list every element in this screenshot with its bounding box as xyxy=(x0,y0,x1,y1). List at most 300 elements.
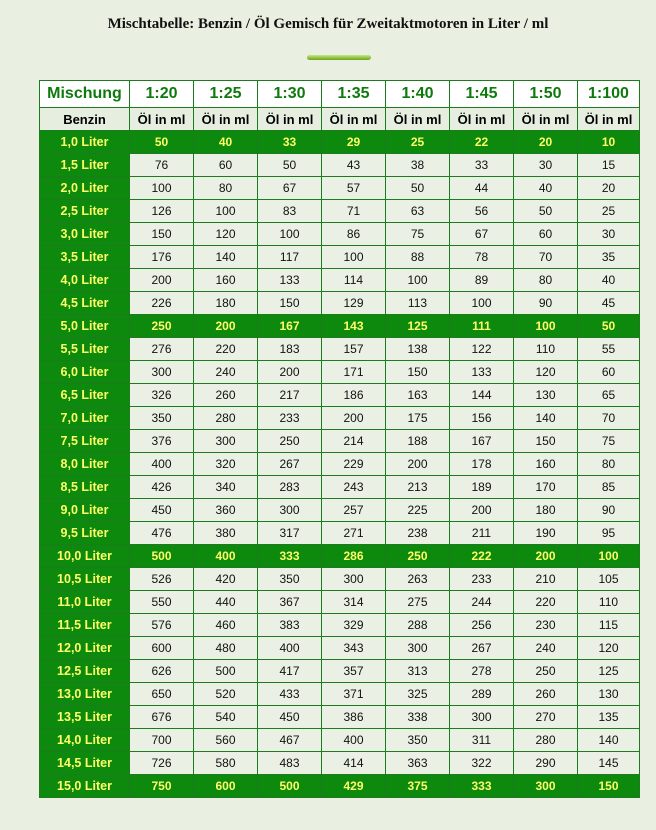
fuel-amount-cell: 12,5 Liter xyxy=(40,660,130,683)
table-row xyxy=(40,407,640,430)
oil-amount-cell: 160 xyxy=(194,269,258,292)
table-row xyxy=(40,706,640,729)
ratio-header-cell: 1:45 xyxy=(450,81,514,108)
oil-amount-cell: 333 xyxy=(258,545,322,568)
oil-amount-cell: 45 xyxy=(578,292,640,315)
oil-amount-cell: 222 xyxy=(450,545,514,568)
oil-amount-cell: 350 xyxy=(258,568,322,591)
oil-amount-cell: 520 xyxy=(194,683,258,706)
table-row xyxy=(40,522,640,545)
oil-amount-cell: 476 xyxy=(130,522,194,545)
oil-amount-cell: 100 xyxy=(194,200,258,223)
fuel-amount-cell: 6,5 Liter xyxy=(40,384,130,407)
oil-amount-cell: 80 xyxy=(194,177,258,200)
oil-amount-cell: 300 xyxy=(194,430,258,453)
oil-amount-cell: 340 xyxy=(194,476,258,499)
oil-amount-cell: 189 xyxy=(450,476,514,499)
oil-amount-cell: 114 xyxy=(322,269,386,292)
oil-amount-cell: 480 xyxy=(194,637,258,660)
oil-amount-cell: 300 xyxy=(514,775,578,798)
oil-amount-cell: 257 xyxy=(322,499,386,522)
oil-amount-cell: 50 xyxy=(258,154,322,177)
oil-amount-cell: 600 xyxy=(194,775,258,798)
oil-amount-cell: 271 xyxy=(322,522,386,545)
oil-amount-cell: 450 xyxy=(130,499,194,522)
oil-amount-cell: 433 xyxy=(258,683,322,706)
oil-amount-cell: 10 xyxy=(578,131,640,154)
oil-amount-cell: 29 xyxy=(322,131,386,154)
oil-amount-cell: 626 xyxy=(130,660,194,683)
oil-amount-cell: 500 xyxy=(258,775,322,798)
fuel-amount-cell: 10,5 Liter xyxy=(40,568,130,591)
oil-amount-cell: 250 xyxy=(258,430,322,453)
oil-amount-cell: 240 xyxy=(194,361,258,384)
oil-amount-cell: 56 xyxy=(450,200,514,223)
fuel-amount-cell: 11,0 Liter xyxy=(40,591,130,614)
oil-amount-cell: 89 xyxy=(450,269,514,292)
oil-amount-cell: 150 xyxy=(258,292,322,315)
oil-amount-cell: 650 xyxy=(130,683,194,706)
oil-amount-cell: 90 xyxy=(578,499,640,522)
oil-amount-cell: 230 xyxy=(514,614,578,637)
oil-amount-cell: 426 xyxy=(130,476,194,499)
oil-amount-cell: 429 xyxy=(322,775,386,798)
table-row xyxy=(40,246,640,269)
oil-amount-cell: 200 xyxy=(130,269,194,292)
oil-amount-cell: 289 xyxy=(450,683,514,706)
fuel-amount-cell: 5,5 Liter xyxy=(40,338,130,361)
table-row xyxy=(40,545,640,568)
oil-amount-cell: 90 xyxy=(514,292,578,315)
fuel-amount-cell: 7,0 Liter xyxy=(40,407,130,430)
oil-amount-cell: 600 xyxy=(130,637,194,660)
oil-amount-cell: 138 xyxy=(386,338,450,361)
oil-amount-cell: 35 xyxy=(578,246,640,269)
oil-amount-cell: 726 xyxy=(130,752,194,775)
oil-amount-cell: 170 xyxy=(514,476,578,499)
oil-amount-cell: 140 xyxy=(578,729,640,752)
oil-amount-cell: 250 xyxy=(386,545,450,568)
oil-amount-cell: 60 xyxy=(514,223,578,246)
oil-amount-cell: 129 xyxy=(322,292,386,315)
oil-amount-cell: 278 xyxy=(450,660,514,683)
mixing-header-cell: Mischung xyxy=(40,81,130,108)
oil-amount-cell: 25 xyxy=(578,200,640,223)
oil-amount-cell: 275 xyxy=(386,591,450,614)
oil-amount-cell: 376 xyxy=(130,430,194,453)
oil-amount-cell: 130 xyxy=(578,683,640,706)
table-row xyxy=(40,614,640,637)
oil-amount-cell: 20 xyxy=(578,177,640,200)
oil-amount-cell: 357 xyxy=(322,660,386,683)
oil-amount-cell: 343 xyxy=(322,637,386,660)
oil-amount-cell: 233 xyxy=(450,568,514,591)
unit-header-cell: Öl in ml xyxy=(258,108,322,131)
oil-amount-cell: 314 xyxy=(322,591,386,614)
oil-amount-cell: 86 xyxy=(322,223,386,246)
oil-amount-cell: 200 xyxy=(194,315,258,338)
table-row xyxy=(40,177,640,200)
table-row xyxy=(40,361,640,384)
fuel-amount-cell: 9,0 Liter xyxy=(40,499,130,522)
oil-amount-cell: 100 xyxy=(514,315,578,338)
oil-amount-cell: 280 xyxy=(514,729,578,752)
oil-amount-cell: 414 xyxy=(322,752,386,775)
ratio-header-cell: 1:25 xyxy=(194,81,258,108)
oil-amount-cell: 250 xyxy=(130,315,194,338)
table-row xyxy=(40,384,640,407)
table-row xyxy=(40,637,640,660)
oil-amount-cell: 130 xyxy=(514,384,578,407)
oil-amount-cell: 95 xyxy=(578,522,640,545)
oil-amount-cell: 200 xyxy=(386,453,450,476)
oil-amount-cell: 100 xyxy=(258,223,322,246)
fuel-amount-cell: 14,5 Liter xyxy=(40,752,130,775)
unit-header-cell: Öl in ml xyxy=(130,108,194,131)
oil-amount-cell: 83 xyxy=(258,200,322,223)
oil-amount-cell: 126 xyxy=(130,200,194,223)
oil-amount-cell: 40 xyxy=(578,269,640,292)
mixing-table xyxy=(39,80,640,798)
oil-amount-cell: 313 xyxy=(386,660,450,683)
table-row xyxy=(40,499,640,522)
oil-amount-cell: 220 xyxy=(194,338,258,361)
oil-amount-cell: 363 xyxy=(386,752,450,775)
ratio-header-cell: 1:30 xyxy=(258,81,322,108)
oil-amount-cell: 260 xyxy=(514,683,578,706)
oil-amount-cell: 143 xyxy=(322,315,386,338)
oil-amount-cell: 120 xyxy=(194,223,258,246)
oil-amount-cell: 375 xyxy=(386,775,450,798)
oil-amount-cell: 500 xyxy=(130,545,194,568)
ratio-header-cell: 1:35 xyxy=(322,81,386,108)
oil-amount-cell: 270 xyxy=(514,706,578,729)
oil-amount-cell: 117 xyxy=(258,246,322,269)
oil-amount-cell: 325 xyxy=(386,683,450,706)
oil-amount-cell: 213 xyxy=(386,476,450,499)
oil-amount-cell: 140 xyxy=(514,407,578,430)
table-row xyxy=(40,154,640,177)
oil-amount-cell: 500 xyxy=(194,660,258,683)
oil-amount-cell: 100 xyxy=(130,177,194,200)
table-row xyxy=(40,430,640,453)
oil-amount-cell: 111 xyxy=(450,315,514,338)
ratio-header-cell: 1:50 xyxy=(514,81,578,108)
page-title: Mischtabelle: Benzin / Öl Gemisch für Zweitaktmotoren in Liter / ml xyxy=(107,16,549,32)
oil-amount-cell: 300 xyxy=(322,568,386,591)
oil-amount-cell: 70 xyxy=(514,246,578,269)
oil-amount-cell: 50 xyxy=(578,315,640,338)
oil-amount-cell: 238 xyxy=(386,522,450,545)
oil-amount-cell: 380 xyxy=(194,522,258,545)
oil-amount-cell: 214 xyxy=(322,430,386,453)
table-row xyxy=(40,476,640,499)
oil-amount-cell: 33 xyxy=(258,131,322,154)
oil-amount-cell: 133 xyxy=(450,361,514,384)
fuel-amount-cell: 6,0 Liter xyxy=(40,361,130,384)
fuel-amount-cell: 11,5 Liter xyxy=(40,614,130,637)
fuel-amount-cell: 7,5 Liter xyxy=(40,430,130,453)
oil-amount-cell: 60 xyxy=(578,361,640,384)
oil-amount-cell: 75 xyxy=(386,223,450,246)
fuel-amount-cell: 4,5 Liter xyxy=(40,292,130,315)
oil-amount-cell: 188 xyxy=(386,430,450,453)
oil-amount-cell: 180 xyxy=(194,292,258,315)
oil-amount-cell: 175 xyxy=(386,407,450,430)
oil-amount-cell: 80 xyxy=(578,453,640,476)
oil-amount-cell: 156 xyxy=(450,407,514,430)
oil-amount-cell: 460 xyxy=(194,614,258,637)
oil-amount-cell: 163 xyxy=(386,384,450,407)
oil-amount-cell: 44 xyxy=(450,177,514,200)
oil-amount-cell: 467 xyxy=(258,729,322,752)
oil-amount-cell: 326 xyxy=(130,384,194,407)
oil-amount-cell: 417 xyxy=(258,660,322,683)
fuel-header-cell: Benzin xyxy=(40,108,130,131)
oil-amount-cell: 240 xyxy=(514,637,578,660)
table-row xyxy=(40,752,640,775)
oil-amount-cell: 322 xyxy=(450,752,514,775)
fuel-amount-cell: 10,0 Liter xyxy=(40,545,130,568)
fuel-amount-cell: 2,0 Liter xyxy=(40,177,130,200)
oil-amount-cell: 144 xyxy=(450,384,514,407)
ratio-header-cell: 1:40 xyxy=(386,81,450,108)
oil-amount-cell: 125 xyxy=(578,660,640,683)
oil-amount-cell: 113 xyxy=(386,292,450,315)
oil-amount-cell: 350 xyxy=(386,729,450,752)
oil-amount-cell: 100 xyxy=(450,292,514,315)
oil-amount-cell: 750 xyxy=(130,775,194,798)
oil-amount-cell: 288 xyxy=(386,614,450,637)
oil-amount-cell: 167 xyxy=(258,315,322,338)
oil-amount-cell: 217 xyxy=(258,384,322,407)
oil-amount-cell: 150 xyxy=(578,775,640,798)
oil-amount-cell: 65 xyxy=(578,384,640,407)
oil-amount-cell: 120 xyxy=(514,361,578,384)
oil-amount-cell: 133 xyxy=(258,269,322,292)
oil-amount-cell: 286 xyxy=(322,545,386,568)
oil-amount-cell: 125 xyxy=(386,315,450,338)
oil-amount-cell: 22 xyxy=(450,131,514,154)
fuel-amount-cell: 8,5 Liter xyxy=(40,476,130,499)
oil-amount-cell: 300 xyxy=(386,637,450,660)
unit-header-row xyxy=(40,108,640,131)
oil-amount-cell: 260 xyxy=(194,384,258,407)
oil-amount-cell: 171 xyxy=(322,361,386,384)
table-row xyxy=(40,591,640,614)
oil-amount-cell: 50 xyxy=(130,131,194,154)
oil-amount-cell: 150 xyxy=(514,430,578,453)
oil-amount-cell: 329 xyxy=(322,614,386,637)
unit-header-cell: Öl in ml xyxy=(386,108,450,131)
oil-amount-cell: 176 xyxy=(130,246,194,269)
unit-header-cell: Öl in ml xyxy=(194,108,258,131)
oil-amount-cell: 33 xyxy=(450,154,514,177)
oil-amount-cell: 186 xyxy=(322,384,386,407)
oil-amount-cell: 540 xyxy=(194,706,258,729)
oil-amount-cell: 210 xyxy=(514,568,578,591)
oil-amount-cell: 38 xyxy=(386,154,450,177)
title-underline-bar xyxy=(307,55,371,60)
oil-amount-cell: 110 xyxy=(578,591,640,614)
oil-amount-cell: 200 xyxy=(258,361,322,384)
oil-amount-cell: 400 xyxy=(194,545,258,568)
fuel-amount-cell: 2,5 Liter xyxy=(40,200,130,223)
table-row xyxy=(40,292,640,315)
table-row xyxy=(40,338,640,361)
oil-amount-cell: 420 xyxy=(194,568,258,591)
table-row xyxy=(40,729,640,752)
oil-amount-cell: 256 xyxy=(450,614,514,637)
unit-header-cell: Öl in ml xyxy=(578,108,640,131)
ratio-header-cell: 1:20 xyxy=(130,81,194,108)
unit-header-cell: Öl in ml xyxy=(450,108,514,131)
oil-amount-cell: 190 xyxy=(514,522,578,545)
fuel-amount-cell: 13,5 Liter xyxy=(40,706,130,729)
oil-amount-cell: 386 xyxy=(322,706,386,729)
oil-amount-cell: 60 xyxy=(194,154,258,177)
table-row xyxy=(40,131,640,154)
oil-amount-cell: 15 xyxy=(578,154,640,177)
oil-amount-cell: 40 xyxy=(514,177,578,200)
oil-amount-cell: 30 xyxy=(578,223,640,246)
fuel-amount-cell: 5,0 Liter xyxy=(40,315,130,338)
oil-amount-cell: 220 xyxy=(514,591,578,614)
oil-amount-cell: 50 xyxy=(386,177,450,200)
oil-amount-cell: 267 xyxy=(258,453,322,476)
ratio-header-cell: 1:100 xyxy=(578,81,640,108)
oil-amount-cell: 400 xyxy=(130,453,194,476)
oil-amount-cell: 178 xyxy=(450,453,514,476)
oil-amount-cell: 57 xyxy=(322,177,386,200)
oil-amount-cell: 157 xyxy=(322,338,386,361)
oil-amount-cell: 25 xyxy=(386,131,450,154)
oil-amount-cell: 263 xyxy=(386,568,450,591)
fuel-amount-cell: 3,0 Liter xyxy=(40,223,130,246)
oil-amount-cell: 400 xyxy=(322,729,386,752)
table-row xyxy=(40,315,640,338)
oil-amount-cell: 280 xyxy=(194,407,258,430)
oil-amount-cell: 40 xyxy=(194,131,258,154)
oil-amount-cell: 267 xyxy=(450,637,514,660)
oil-amount-cell: 88 xyxy=(386,246,450,269)
oil-amount-cell: 333 xyxy=(450,775,514,798)
fuel-amount-cell: 14,0 Liter xyxy=(40,729,130,752)
oil-amount-cell: 110 xyxy=(514,338,578,361)
oil-amount-cell: 450 xyxy=(258,706,322,729)
oil-amount-cell: 400 xyxy=(258,637,322,660)
oil-amount-cell: 20 xyxy=(514,131,578,154)
fuel-amount-cell: 12,0 Liter xyxy=(40,637,130,660)
oil-amount-cell: 244 xyxy=(450,591,514,614)
fuel-amount-cell: 3,5 Liter xyxy=(40,246,130,269)
oil-amount-cell: 300 xyxy=(130,361,194,384)
oil-amount-cell: 100 xyxy=(578,545,640,568)
table-row xyxy=(40,660,640,683)
fuel-amount-cell: 1,0 Liter xyxy=(40,131,130,154)
oil-amount-cell: 483 xyxy=(258,752,322,775)
oil-amount-cell: 226 xyxy=(130,292,194,315)
oil-amount-cell: 317 xyxy=(258,522,322,545)
table-row xyxy=(40,223,640,246)
oil-amount-cell: 63 xyxy=(386,200,450,223)
ratio-header-row xyxy=(40,81,640,108)
oil-amount-cell: 200 xyxy=(514,545,578,568)
oil-amount-cell: 350 xyxy=(130,407,194,430)
oil-amount-cell: 229 xyxy=(322,453,386,476)
oil-amount-cell: 115 xyxy=(578,614,640,637)
oil-amount-cell: 145 xyxy=(578,752,640,775)
oil-amount-cell: 550 xyxy=(130,591,194,614)
table-row xyxy=(40,200,640,223)
oil-amount-cell: 290 xyxy=(514,752,578,775)
oil-amount-cell: 560 xyxy=(194,729,258,752)
fuel-amount-cell: 4,0 Liter xyxy=(40,269,130,292)
table-body xyxy=(40,131,640,798)
oil-amount-cell: 100 xyxy=(386,269,450,292)
oil-amount-cell: 76 xyxy=(130,154,194,177)
oil-amount-cell: 225 xyxy=(386,499,450,522)
oil-amount-cell: 383 xyxy=(258,614,322,637)
fuel-amount-cell: 1,5 Liter xyxy=(40,154,130,177)
oil-amount-cell: 140 xyxy=(194,246,258,269)
oil-amount-cell: 250 xyxy=(514,660,578,683)
fuel-amount-cell: 15,0 Liter xyxy=(40,775,130,798)
oil-amount-cell: 150 xyxy=(130,223,194,246)
oil-amount-cell: 233 xyxy=(258,407,322,430)
table-row xyxy=(40,775,640,798)
oil-amount-cell: 300 xyxy=(258,499,322,522)
oil-amount-cell: 200 xyxy=(322,407,386,430)
unit-header-cell: Öl in ml xyxy=(514,108,578,131)
oil-amount-cell: 100 xyxy=(322,246,386,269)
oil-amount-cell: 85 xyxy=(578,476,640,499)
oil-amount-cell: 55 xyxy=(578,338,640,361)
oil-amount-cell: 211 xyxy=(450,522,514,545)
oil-amount-cell: 283 xyxy=(258,476,322,499)
oil-amount-cell: 576 xyxy=(130,614,194,637)
oil-amount-cell: 320 xyxy=(194,453,258,476)
oil-amount-cell: 75 xyxy=(578,430,640,453)
oil-amount-cell: 167 xyxy=(450,430,514,453)
oil-amount-cell: 67 xyxy=(258,177,322,200)
oil-amount-cell: 300 xyxy=(450,706,514,729)
fuel-amount-cell: 9,5 Liter xyxy=(40,522,130,545)
oil-amount-cell: 311 xyxy=(450,729,514,752)
oil-amount-cell: 440 xyxy=(194,591,258,614)
oil-amount-cell: 70 xyxy=(578,407,640,430)
oil-amount-cell: 183 xyxy=(258,338,322,361)
oil-amount-cell: 71 xyxy=(322,200,386,223)
oil-amount-cell: 160 xyxy=(514,453,578,476)
oil-amount-cell: 243 xyxy=(322,476,386,499)
table-row xyxy=(40,453,640,476)
oil-amount-cell: 580 xyxy=(194,752,258,775)
oil-amount-cell: 30 xyxy=(514,154,578,177)
oil-amount-cell: 105 xyxy=(578,568,640,591)
oil-amount-cell: 700 xyxy=(130,729,194,752)
unit-header-cell: Öl in ml xyxy=(322,108,386,131)
oil-amount-cell: 150 xyxy=(386,361,450,384)
oil-amount-cell: 50 xyxy=(514,200,578,223)
oil-amount-cell: 43 xyxy=(322,154,386,177)
oil-amount-cell: 80 xyxy=(514,269,578,292)
oil-amount-cell: 78 xyxy=(450,246,514,269)
oil-amount-cell: 120 xyxy=(578,637,640,660)
oil-amount-cell: 200 xyxy=(450,499,514,522)
oil-amount-cell: 371 xyxy=(322,683,386,706)
oil-amount-cell: 360 xyxy=(194,499,258,522)
